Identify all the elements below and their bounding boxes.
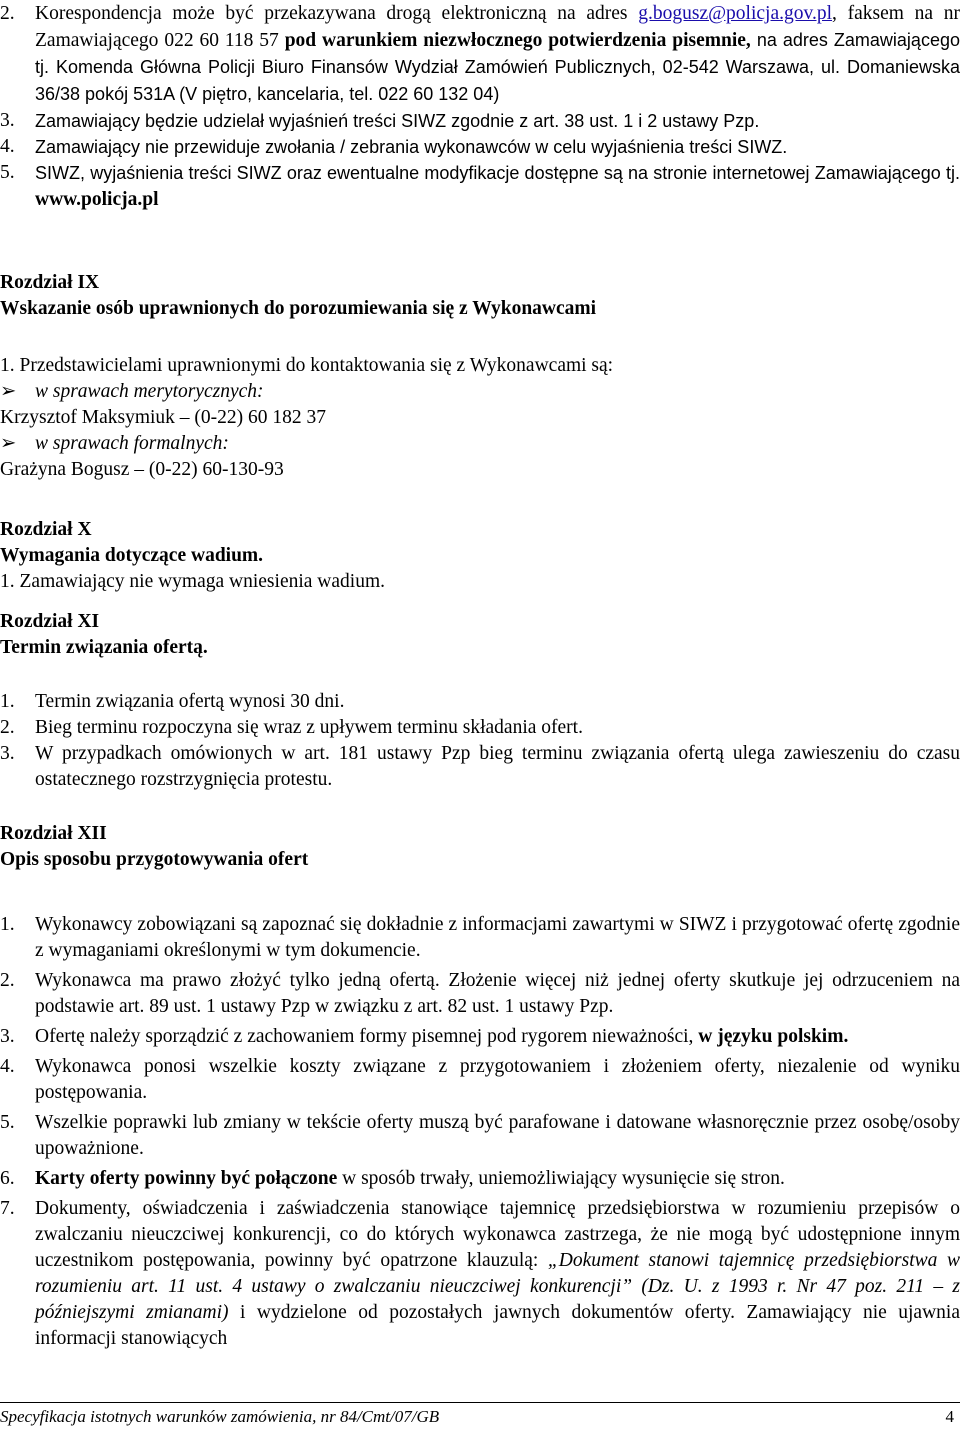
chapter-ix (0, 270, 960, 322)
list-item: 1. Termin związania ofertą wynosi 30 dni. (0, 691, 345, 712)
list-item: 1. Zamawiający nie wymaga wniesienia wadium. (0, 571, 385, 592)
footer-title: Specyfikacja istotnych warunków zamówienia, nr 84/Cmt/07/GB (0, 1407, 440, 1426)
list-item (0, 160, 960, 213)
item-text: Zamawiający nie przewiduje zwołania / zebrania wykonawców w celu wyjaśnienia treści SIWZ. (35, 137, 788, 157)
chapter-heading: Rozdział XII (0, 823, 107, 844)
chapter-subheading: Wskazanie osób uprawnionych do porozumiewania się z Wykonawcami (0, 298, 597, 319)
item-text: Korespondencja może być przekazywana drogą elektroniczną na adres g.bogusz@policja.gov.pl, faksem na nr Zamawiającego 022 60 118 57 pod warunkiem niezwłocznego potwierdzenia pisemnie, na adres Zamawiającego tj. Komenda Główna Policji Biuro Finansów Wydział Zamówień Publicznych, 02-542 Warszawa, ul. Domaniewska 36/38 pokój 531A (V piętro, kancelaria, tel. 022 60 132 04) (35, 3, 960, 104)
list-item: 5. Wszelkie poprawki lub zmiany w tekście oferty muszą być parafowane i datowane własnoręcznie przez osobę/osoby upoważnione. (0, 1112, 960, 1159)
email-link[interactable]: g.bogusz@policja.gov.pl (638, 3, 833, 24)
item-number: 2. (0, 3, 15, 24)
list-item: 1. Przedstawicielami uprawnionymi do kontaktowania się z Wykonawcami są: (0, 355, 614, 376)
chapter-xi (0, 609, 960, 661)
bullet-item: ➢ w sprawach merytorycznych: (0, 379, 960, 405)
item-number: 4. (0, 136, 15, 157)
contact-person: Krzysztof Maksymiuk – (0-22) 60 182 37 (0, 407, 327, 428)
chapter-heading: Rozdział X (0, 519, 92, 540)
bullet-item: ➢ w sprawach formalnych: (0, 431, 960, 457)
list-item: 1. Wykonawcy zobowiązani są zapoznać się dokładnie z informacjami zawartymi w SIWZ i przygotować ofertę zgodnie z wymaganiami określonymi w tym dokumencie. (0, 914, 960, 961)
list-item (0, 134, 960, 160)
page-number: 4 (945, 1407, 954, 1426)
chapter-subheading: Wymagania dotyczące wadium. (0, 545, 264, 566)
list-item (0, 108, 960, 134)
list-item: 7. Dokumenty, oświadczenia i zaświadczenia stanowiące tajemnicę przedsiębiorstwa w rozumieniu przepisów o zwalczaniu nieuczciwej konkurencji, co do których wykonawca zastrzega, że nie mogą być udostępnione innym uczestnikom postępowania, powinny być opatrzone klauzulą: „Dokument stanowi tajemnicę przedsiębiorstwa w rozumieniu art. 11 ust. 4 ustawy o zwalczaniu nieuczciwej konkurencji” (Dz. U. z 1993 r. Nr 47 poz. 211 – z późniejszymi zmianami) i wydzielone od pozostałych jawnych dokumentów oferty. Zamawiający nie ujawnia informacji stanowiących (0, 1198, 960, 1349)
chapter-heading: Rozdział IX (0, 272, 100, 293)
list-item (0, 1, 960, 108)
item-text: SIWZ, wyjaśnienia treści SIWZ oraz ewentualne modyfikacje dostępne są na stronie internetowej Zamawiającego tj. www.policja.pl (35, 163, 960, 210)
chapter-xii (0, 821, 960, 873)
chapter-subheading: Termin związania ofertą. (0, 637, 208, 658)
chapter-x (0, 517, 960, 595)
list-item: 2. Wykonawca ma prawo złożyć tylko jedną ofertą. Złożenie więcej niż jednej oferty skutkuje jej odrzuceniem na podstawie art. 89 ust. 1 ustawy Pzp w związku z art. 82 ust. 1 ustawy Pzp. (0, 970, 960, 1017)
chapter-heading: Rozdział XI (0, 611, 100, 632)
list-item: 2. Bieg terminu rozpoczyna się wraz z upływem terminu składania ofert. (0, 717, 583, 738)
item-text: Zamawiający będzie udzielał wyjaśnień treści SIWZ zgodnie z art. 38 ust. 1 i 2 ustawy Pzp. (35, 111, 760, 131)
footer-divider (0, 1402, 960, 1403)
chapter-xi-body (0, 689, 960, 793)
list-item: 4. Wykonawca ponosi wszelkie koszty związane z przygotowaniem i złożeniem oferty, niezalenie od wyniku postępowania. (0, 1056, 960, 1103)
arrow-bullet-icon: ➢ (0, 381, 17, 402)
chapter-ix-body (0, 353, 960, 483)
arrow-bullet-icon: ➢ (0, 433, 17, 454)
chapter-xii-body (0, 912, 960, 1352)
item-number: 3. (0, 110, 15, 131)
section-contact-items (0, 1, 960, 213)
list-item: 3. Ofertę należy sporządzić z zachowaniem formy pisemnej pod rygorem nieważności, w języku polskim. (0, 1026, 849, 1047)
chapter-subheading: Opis sposobu przygotowywania ofert (0, 849, 309, 870)
list-item: 6. Karty oferty powinny być połączone w sposób trwały, uniemożliwiający wysunięcie się stron. (0, 1168, 785, 1189)
list-item: 3. W przypadkach omówionych w art. 181 ustawy Pzp bieg terminu związania ofertą ulega zawieszeniu do czasu ostatecznego rozstrzygnięcia protestu. (0, 743, 960, 790)
item-number: 5. (0, 162, 15, 183)
website-link[interactable]: www.policja.pl (35, 189, 159, 210)
contact-person: Grażyna Bogusz – (0-22) 60-130-93 (0, 459, 284, 480)
